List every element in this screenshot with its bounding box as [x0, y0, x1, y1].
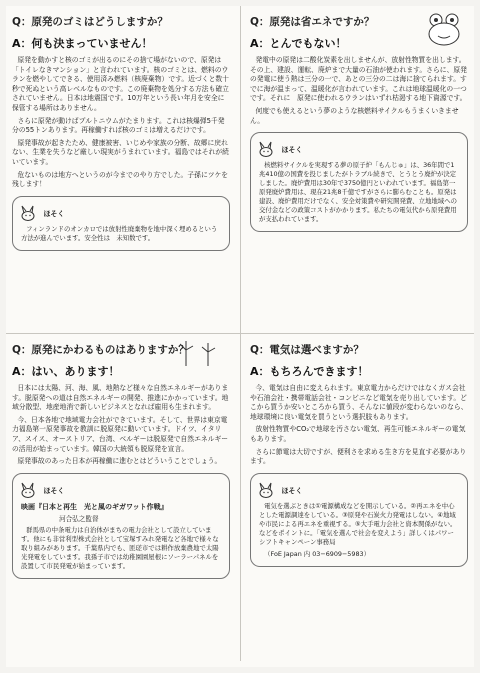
answer-heading: A：もちろんできます！ — [250, 365, 369, 378]
paragraph: さらに原発が動けばプルトニウムがたまります。これは核爆弾5千発分の55トンあります。再稼働すれば核のゴミは増えるだけです。 — [12, 116, 225, 135]
film-credit: 河合弘之監督 — [59, 514, 99, 523]
paragraph: 原発事故のあった日本が再稼働に進むとはどういうことでしょう。 — [17, 457, 222, 466]
paragraph: さらに節電は大切ですが、便利さを求める生き方を見直す必要があります。 — [250, 447, 467, 466]
question-heading: Q：電気は選べますか？ — [250, 344, 364, 356]
note-text: 核燃料サイクルを実現する夢の原子炉「もんじゅ」は、36年間で1兆410億の国費を投じましたがトラブル続きで、とうとう廃炉が決定しました。廃炉費用は30年で3750億円といわれています。福島第一原発廃炉費用は、現在21兆8千億ですがさらに膨らむことも。原発は建設、廃炉費用だけでなく、安全対策費や研究開発費、立地地域への交付金などの政策コストがかかります。私たちの電気代から原発費用が支払われています。 — [259, 161, 457, 224]
windmill-icon — [176, 340, 226, 370]
paragraph: 放射性物質やCO₂で地球を汚さない電気、再生可能エネルギーの電気もあります。 — [250, 425, 466, 443]
answer-heading: A：はい、あります！ — [12, 365, 120, 378]
section-choose-electricity — [248, 340, 470, 666]
rabbit-icon — [19, 482, 37, 500]
frog-mascot-icon — [426, 12, 462, 50]
film-title: 映画『日本と再生 光と風のギガワット作戦』 — [21, 502, 168, 511]
supplement-note — [12, 196, 230, 251]
supplement-note — [250, 473, 468, 567]
paragraph: 日本には太陽、河、海、風、地熱など様々な自然エネルギーがあります。脱原発への道は自然エネルギーの開発、推進にかかっています。地域分散型、地産地消で新しいビジネスとなれば雇用も生まれます。 — [12, 384, 229, 412]
section-energy-saving — [248, 12, 470, 330]
paragraph: 原発事故が起きたため、健康被害、いじめや家族の分断、故郷に戻れない、生業を失うなど厳しい現実がうまれています。福島ではそれが続いています。 — [12, 138, 229, 166]
paragraph: 今、日本各地で地域電力会社ができています。そして、世界は東京電力福島第一原発事故を教訓に脱原発に動いています。ドイツ、イタリア、スイス、オーストリア、台湾、ベルギーは脱原発で自然エネルギーの活用が始まっています。韓国の大統領も脱原発を宣言。 — [12, 415, 229, 453]
section-nuclear-waste — [10, 12, 232, 330]
paragraph: 原発を動かすと核のゴミが出るのにその捨て場がないので、原発は「トイレなきマンション」と言われています。核のゴミとは、燃料のウランを燃やしてできる、使用済み燃料（核廃棄物）です。近づくと数十秒で死ぬという高レベルなものです。この廃棄物を処分する方法も確立されていません。日本は地震国です。10万年という長い年月を安全に保管する場所はありません。 — [12, 56, 229, 112]
note-label: ほそく — [43, 209, 65, 218]
question-heading: Q：原発のゴミはどうしますか？ — [12, 16, 168, 28]
answer-heading: A：何も決まっていません！ — [12, 37, 153, 50]
rabbit-icon — [19, 205, 37, 223]
paragraph: 発電中の原発は二酸化炭素を出しませんが、放射性物質を出します。その上、建設、運転、廃炉まで大量の石油が使われます。さらに、原発の発電に使う熱は三分の一で、あとの三分の二は海に捨てられます。すでに海が温まって、温暖化が言われています。これは地球温暖化の一つです。それに 原発に使われるウランはいずれ枯渇する地下資源です。 — [250, 56, 467, 103]
note-text: 群馬県の中条電力は自治体がまちの電力会社として設立しています。他にも非営利型株式会社として宝塚すみれ発電など各地で様々な取り組みがあります。千葉県内でも、匝瑳市では耕作放棄農地で太陽光発電をしています。我孫子市では幼稚園園屋根にソーラーパネルを設置して市民発電が始まっています。 — [21, 525, 219, 570]
paragraph: 今、電気は自由に変えられます。東京電力からだけではなくガス会社や石油会社・携帯電話会社・コンビニなど電気を売り出しています。どこから買うか安いところから買う、そんなに値段が変わらないのなら、地球環境に良い電気を買うという選択肢もあります。 — [250, 384, 468, 421]
note-label: ほそく — [43, 486, 65, 495]
contact-line: （FoE Japan 内 03−6909−5983） — [264, 549, 370, 558]
question-heading: Q：原発は省エネですか？ — [250, 16, 375, 28]
supplement-note — [250, 132, 468, 232]
paragraph: 危ないものは地方へというのが今までのやり方でした。子孫にツケを残します！ — [12, 170, 229, 189]
supplement-note — [12, 473, 230, 579]
note-text: 電気を選ぶときは①電源構成などを開示している。②再エネを中心とした電源調達をしている。③原発や石炭火力発電はしない。④地域や市民による再エネを重視する。⑤大手電力会社と資本関係がない。などをポイントに。「電気を選んで社会を変えよう」詳しくはパワーシフトキャンペーン事務局 — [259, 501, 457, 546]
paragraph: 何度でも使えるという夢のような核燃料サイクルもうまくいきません。 — [250, 106, 459, 125]
note-label: ほそく — [281, 146, 303, 155]
horizontal-divider — [6, 333, 474, 334]
note-label: ほそく — [281, 486, 303, 495]
rabbit-icon — [257, 141, 275, 159]
note-text: フィンランドのオンカロでは放射性廃棄物を地中深く埋めるという方法が進んでいます。安全性は 未知数です。 — [21, 224, 218, 242]
rabbit-icon — [257, 482, 275, 500]
answer-heading: A：とんでもない！ — [250, 37, 347, 50]
question-heading: Q：原発にかわるものはありますか？ — [12, 344, 189, 356]
section-alternatives — [10, 340, 232, 666]
